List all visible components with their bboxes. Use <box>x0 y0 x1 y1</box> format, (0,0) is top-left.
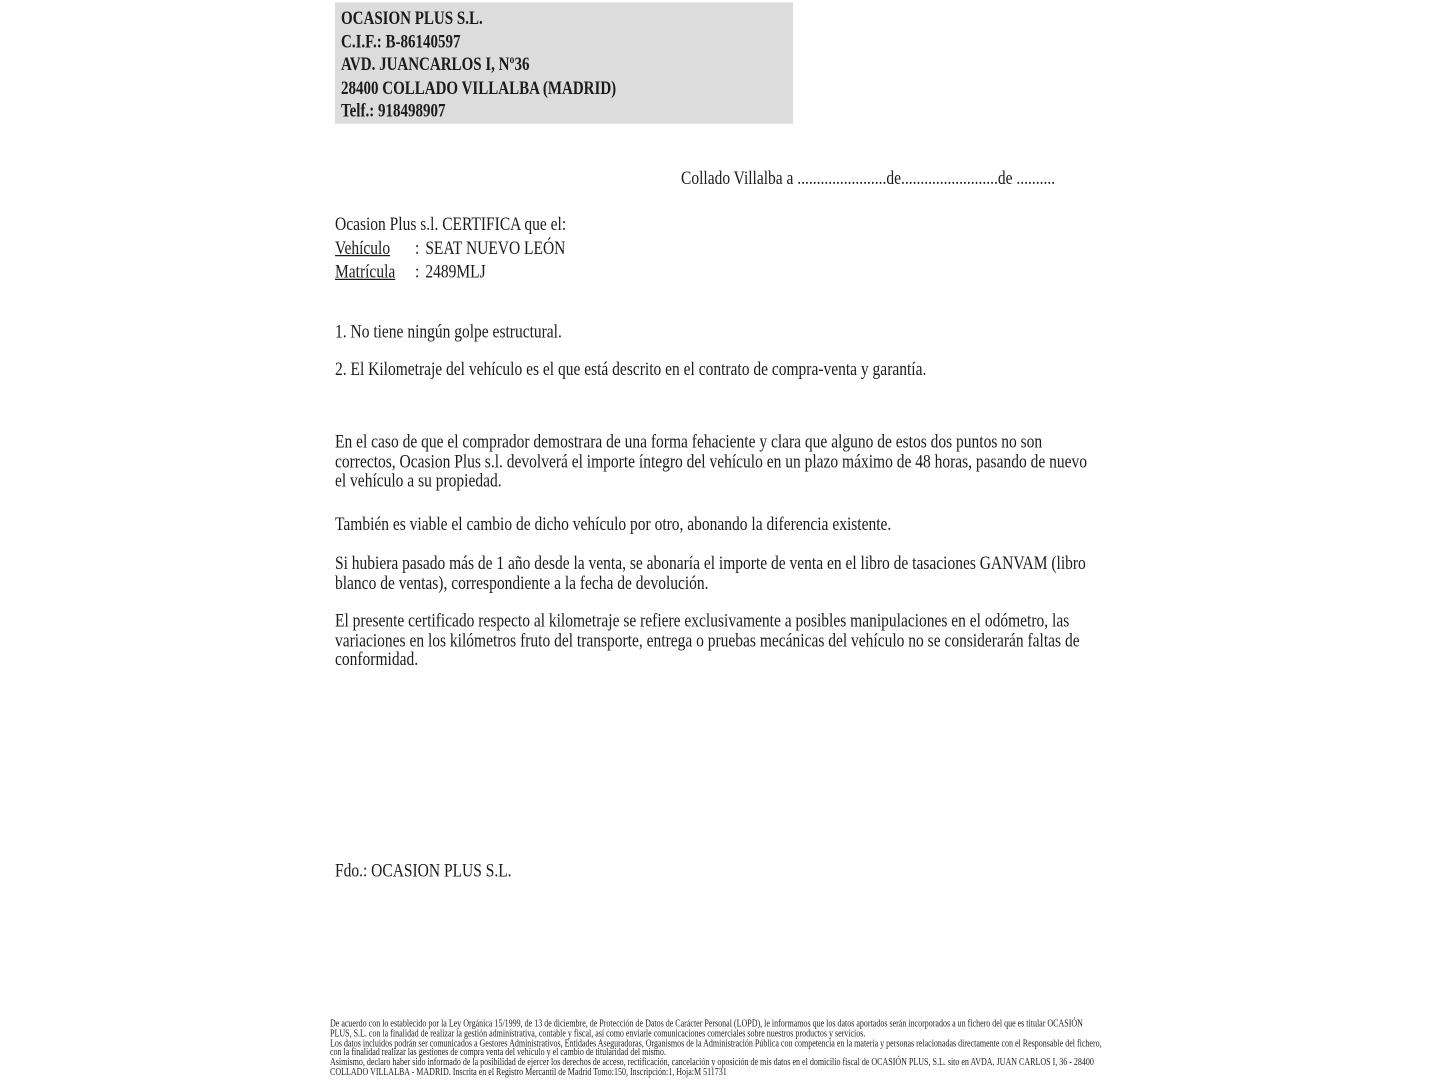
letterhead-content <box>335 3 793 124</box>
plate-label-wrap <box>335 261 415 284</box>
legal-paragraph-lopd: De acuerdo con lo establecido por la Ley Orgánica 15/1999, de 13 de diciembre, de Protección de Datos de Carácter Personal (LOPD), le informamos que los datos aportados serán incorporados a un fichero del que es titular OCASIÓN PLUS, S.L. con la finalidad de realizar la gestión administrativa, contable y fiscal, así como enviarle comunicaciones comerciales sobre nuestros productos y servicios. <box>330 1017 1083 1039</box>
paragraph-exchange-option: También es viable el cambio de dicho vehículo por otro, abonando la diferencia existente. <box>335 513 892 535</box>
certification-block <box>335 214 566 284</box>
company-city: 28400 COLLADO VILLALBA (MADRID) <box>341 78 617 99</box>
paragraph-refund-terms: En el caso de que el comprador demostrara de una forma fehaciente y clara que alguno de estos dos puntos no son correctos, Ocasion Plus s.l. devolverá el importe íntegro del vehículo en un plazo máximo de 48 horas, pasando de nuevo el vehículo a su propiedad. <box>335 431 1087 492</box>
vehicle-value: SEAT NUEVO LEÓN <box>425 237 566 259</box>
plate-label: Matrícula <box>335 260 396 282</box>
plate-field-row <box>335 261 566 284</box>
paragraph-ganvam-valuation: Si hubiera pasado más de 1 año desde la venta, se abonaría el importe de venta en el libro de tasaciones GANVAM (libro blanco de ventas), correspondiente a la fecha de devolución. <box>335 552 1086 594</box>
certification-intro: Ocasion Plus s.l. CERTIFICA que el: <box>335 213 567 235</box>
legal-paragraph-rights-registry: Asimismo, declaro haber sido informado de la posibilidad de ejercer los derechos de acceso, rectificación, cancelación y oposición de mis datos en el domicilio fiscal de OCASIÓN PLUS, S.L. sito en AVDA. JUAN CARLOS I, 36 - 28400 COLLADO VILLALBA - MADRID. Inscrita en el Registro Mercantil de Madrid Tomo:150, Inscripción:1, Hoja:M 511731 <box>330 1056 1094 1078</box>
vehicle-label: Vehículo <box>335 237 391 259</box>
signature-line: Fdo.: OCASION PLUS S.L. <box>335 860 512 882</box>
paragraph-odometer-disclaimer: El presente certificado respecto al kilometraje se refiere exclusivamente a posibles manipulaciones en el odómetro, las variaciones en los kilómetros fruto del transporte, entrega o pruebas mecánicas del vehículo no se considerarán faltas de conformidad. <box>335 610 1080 670</box>
vehicle-colon: : <box>415 237 420 259</box>
plate-colon: : <box>415 260 420 282</box>
company-phone: Telf.: 918498907 <box>341 101 446 122</box>
date-fill-in-line: Collado Villalba a .......................de.........................de .......... <box>681 167 1056 189</box>
plate-value: 2489MLJ <box>425 260 486 282</box>
certified-point-1: 1. No tiene ningún golpe estructural. <box>335 321 562 343</box>
vehicle-field-row <box>335 237 566 260</box>
company-address: AVD. JUANCARLOS I, Nº36 <box>341 55 530 75</box>
legal-paragraph-data-sharing: Los datos incluidos podrán ser comunicados a Gestores Administrativos, Entidades Aseguradoras, Organismos de la Administración Pública con competencia en la materia y personas relacionadas directamente con el Responsable del fichero, con la finalidad realizar las gestiones de compra venta del vehículo y el cambio de titularidad del mismo. <box>330 1036 1102 1058</box>
company-cif: C.I.F.: B-86140597 <box>341 31 461 52</box>
company-name: OCASION PLUS S.L. <box>341 8 483 29</box>
vehicle-label-wrap <box>335 237 415 260</box>
letterhead-block <box>335 3 793 124</box>
legal-footer <box>330 1019 1106 1077</box>
certified-point-2: 2. El Kilometraje del vehículo es el que está descrito en el contrato de compra-venta y garantía. <box>335 358 927 380</box>
